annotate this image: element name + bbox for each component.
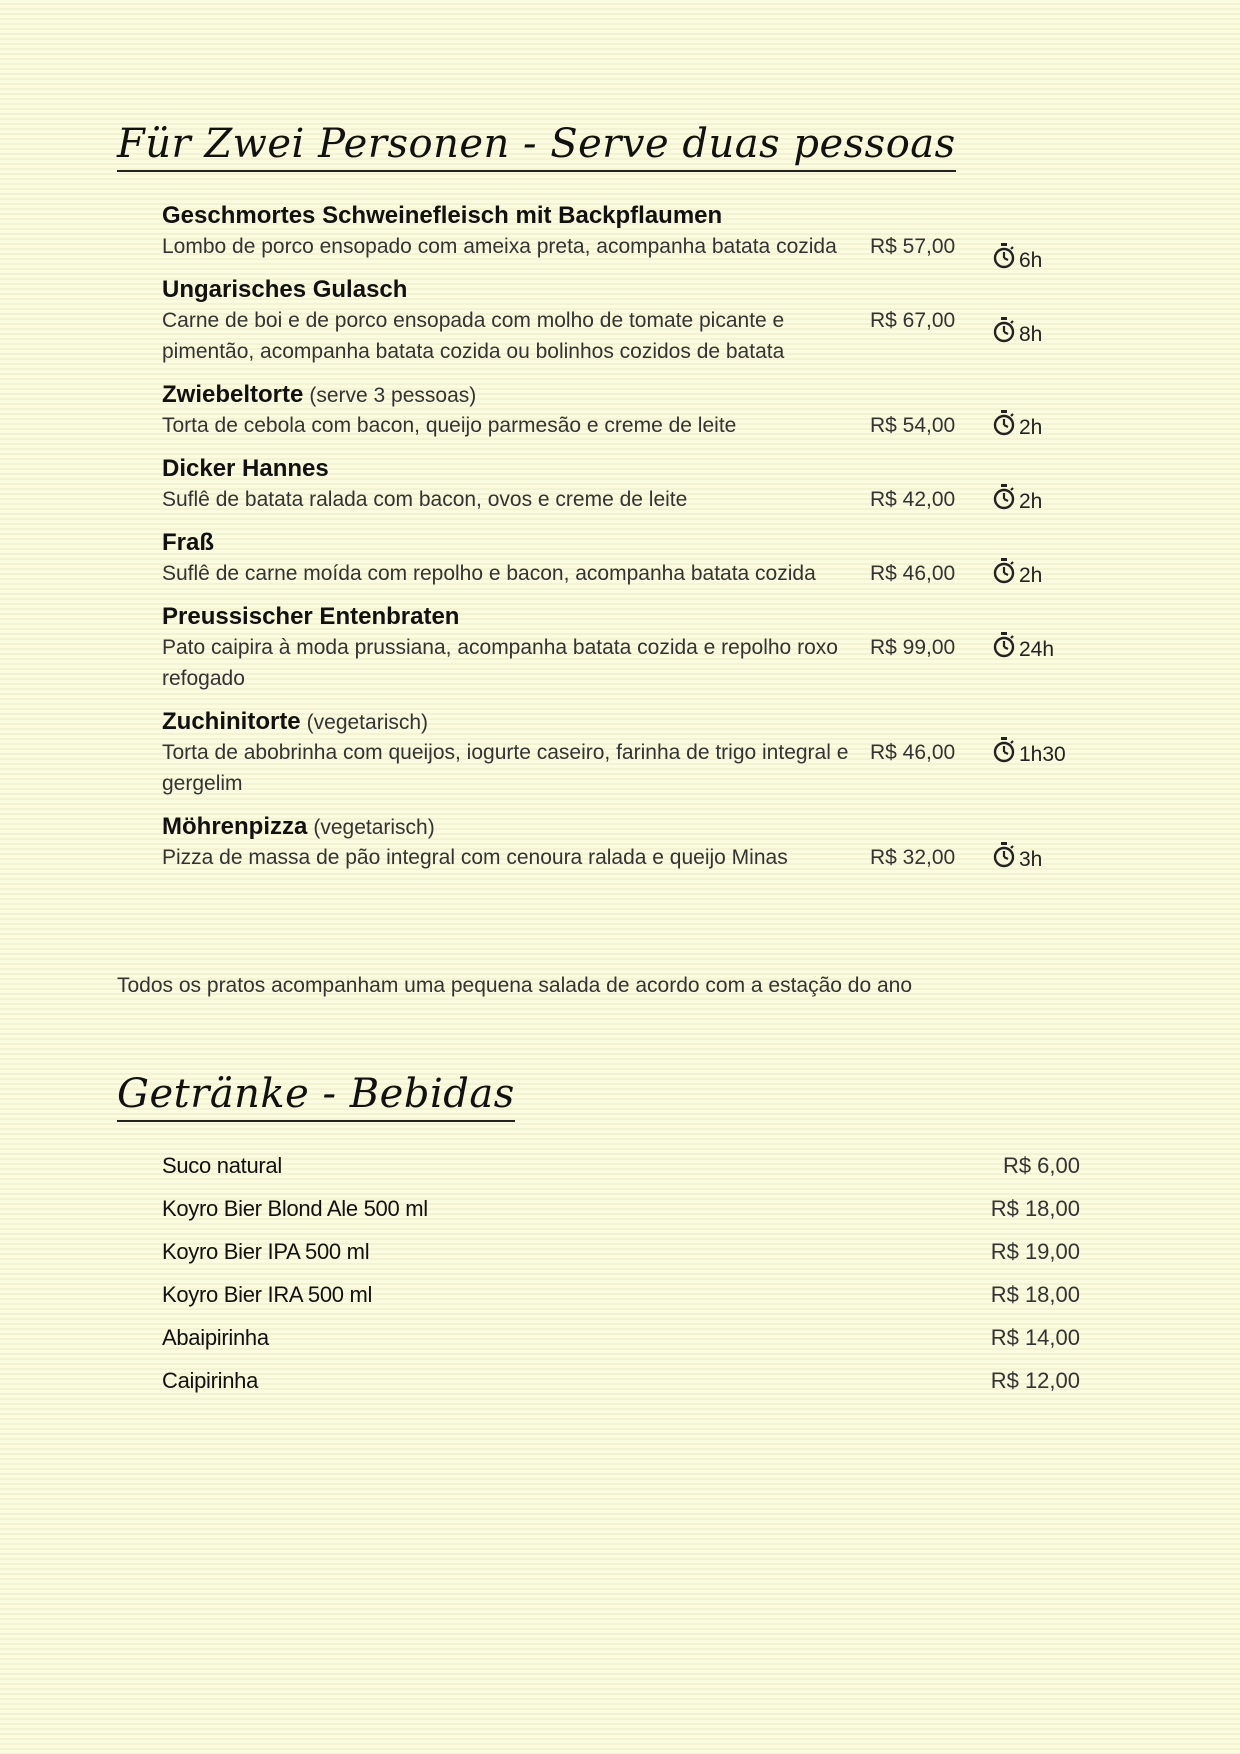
- prep-time-value: 24h: [1019, 638, 1055, 661]
- stopwatch-icon: [992, 842, 1016, 868]
- dish-price: R$ 67,00: [870, 309, 956, 332]
- dish-item: [162, 379, 1162, 441]
- dish-name: Zwiebeltorte: [162, 381, 304, 408]
- prep-time-value: 2h: [1019, 490, 1043, 513]
- stopwatch-icon: [992, 410, 1016, 436]
- dish-item: [162, 274, 1162, 367]
- dish-prep-time: [992, 558, 1042, 591]
- food-section-title: Für Zwei Personen - Serve duas pessoas: [117, 120, 956, 172]
- drink-name: Abaipirinha: [162, 1325, 269, 1350]
- dish-note: (serve 3 pessoas): [309, 384, 477, 407]
- dish-name: Ungarisches Gulasch: [162, 276, 408, 303]
- dish-prep-time: [992, 317, 1042, 350]
- dish-note: (vegetarisch): [313, 816, 435, 839]
- drink-name: Koyro Bier IPA 500 ml: [162, 1239, 370, 1264]
- dish-item: [162, 527, 1162, 589]
- stopwatch-icon: [992, 317, 1016, 343]
- stopwatch-icon: [992, 484, 1016, 510]
- drink-name: Koyro Bier Blond Ale 500 ml: [162, 1196, 428, 1221]
- dish-price: R$ 46,00: [870, 562, 956, 585]
- dish-note: (vegetarisch): [306, 711, 429, 734]
- dish-description: Suflê de batata ralada com bacon, ovos e creme de leite: [162, 488, 688, 511]
- dish-item: [162, 200, 1162, 272]
- drink-price: R$ 14,00: [990, 1325, 1080, 1350]
- dish-item: [162, 601, 1162, 694]
- drink-price: R$ 6,00: [1002, 1153, 1080, 1178]
- drink-item: [162, 1279, 1080, 1322]
- drink-item: [162, 1150, 1080, 1193]
- dish-price: R$ 99,00: [870, 636, 956, 659]
- prep-time-value: 3h: [1019, 848, 1043, 871]
- dish-name: Möhrenpizza: [162, 813, 308, 840]
- dish-name: Dicker Hannes: [162, 455, 329, 482]
- dish-price: R$ 46,00: [870, 741, 956, 764]
- drink-item: [162, 1365, 1080, 1408]
- dish-item: [162, 453, 1162, 515]
- dish-price: R$ 42,00: [870, 488, 956, 511]
- prep-time-value: 2h: [1019, 416, 1043, 439]
- prep-time-value: 1h30: [1019, 743, 1066, 766]
- dish-description: Torta de cebola com bacon, queijo parmesão e creme de leite: [162, 414, 737, 437]
- dish-prep-time: [992, 632, 1054, 665]
- dish-description: Lombo de porco ensopado com ameixa preta, acompanha batata cozida: [162, 235, 837, 258]
- dish-prep-time: [992, 842, 1042, 875]
- drink-price: R$ 18,00: [990, 1282, 1080, 1307]
- dish-name: Geschmortes Schweinefleisch mit Backpflaumen: [162, 202, 723, 229]
- dish-item: [162, 706, 1162, 799]
- dish-description: Carne de boi e de porco ensopada com molho de tomate picante e pimentão, acompanha batata cozida ou bolinhos cozidos de batata: [162, 309, 785, 363]
- dish-name: Zuchinitorte: [162, 708, 301, 735]
- dish-description: Pizza de massa de pão integral com cenoura ralada e queijo Minas: [162, 846, 788, 869]
- dish-name: Fraß: [162, 529, 215, 556]
- drink-item: [162, 1236, 1080, 1279]
- drink-list: [162, 1150, 1080, 1408]
- dish-list: [162, 200, 1162, 885]
- dish-prep-time: [992, 737, 1066, 770]
- stopwatch-icon: [992, 632, 1016, 658]
- drink-item: [162, 1322, 1080, 1365]
- stopwatch-icon: [992, 558, 1016, 584]
- dish-item: [162, 811, 1162, 873]
- dish-description: Torta de abobrinha com queijos, iogurte caseiro, farinha de trigo integral e gergelim: [162, 741, 849, 795]
- dish-prep-time: [992, 484, 1042, 517]
- prep-time-value: 2h: [1019, 564, 1043, 587]
- salad-footnote: Todos os pratos acompanham uma pequena salada de acordo com a estação do ano: [117, 974, 913, 997]
- drink-price: R$ 12,00: [990, 1368, 1080, 1393]
- dish-prep-time: [992, 243, 1042, 276]
- dish-description: Suflê de carne moída com repolho e bacon, acompanha batata cozida: [162, 562, 816, 585]
- dish-description: Pato caipira à moda prussiana, acompanha batata cozida e repolho roxo refogado: [162, 636, 838, 690]
- prep-time-value: 8h: [1019, 323, 1043, 346]
- dish-price: R$ 54,00: [870, 414, 956, 437]
- drink-price: R$ 19,00: [990, 1239, 1080, 1264]
- stopwatch-icon: [992, 243, 1016, 269]
- drink-name: Caipirinha: [162, 1368, 259, 1393]
- drink-name: Koyro Bier IRA 500 ml: [162, 1282, 373, 1307]
- dish-name: Preussischer Entenbraten: [162, 603, 460, 630]
- drink-item: [162, 1193, 1080, 1236]
- dish-price: R$ 32,00: [870, 846, 956, 869]
- dish-price: R$ 57,00: [870, 235, 956, 258]
- drink-name: Suco natural: [162, 1153, 282, 1178]
- prep-time-value: 6h: [1019, 249, 1043, 272]
- drinks-section-title: Getränke - Bebidas: [117, 1070, 515, 1122]
- drink-price: R$ 18,00: [990, 1196, 1080, 1221]
- stopwatch-icon: [992, 737, 1016, 763]
- dish-prep-time: [992, 410, 1042, 443]
